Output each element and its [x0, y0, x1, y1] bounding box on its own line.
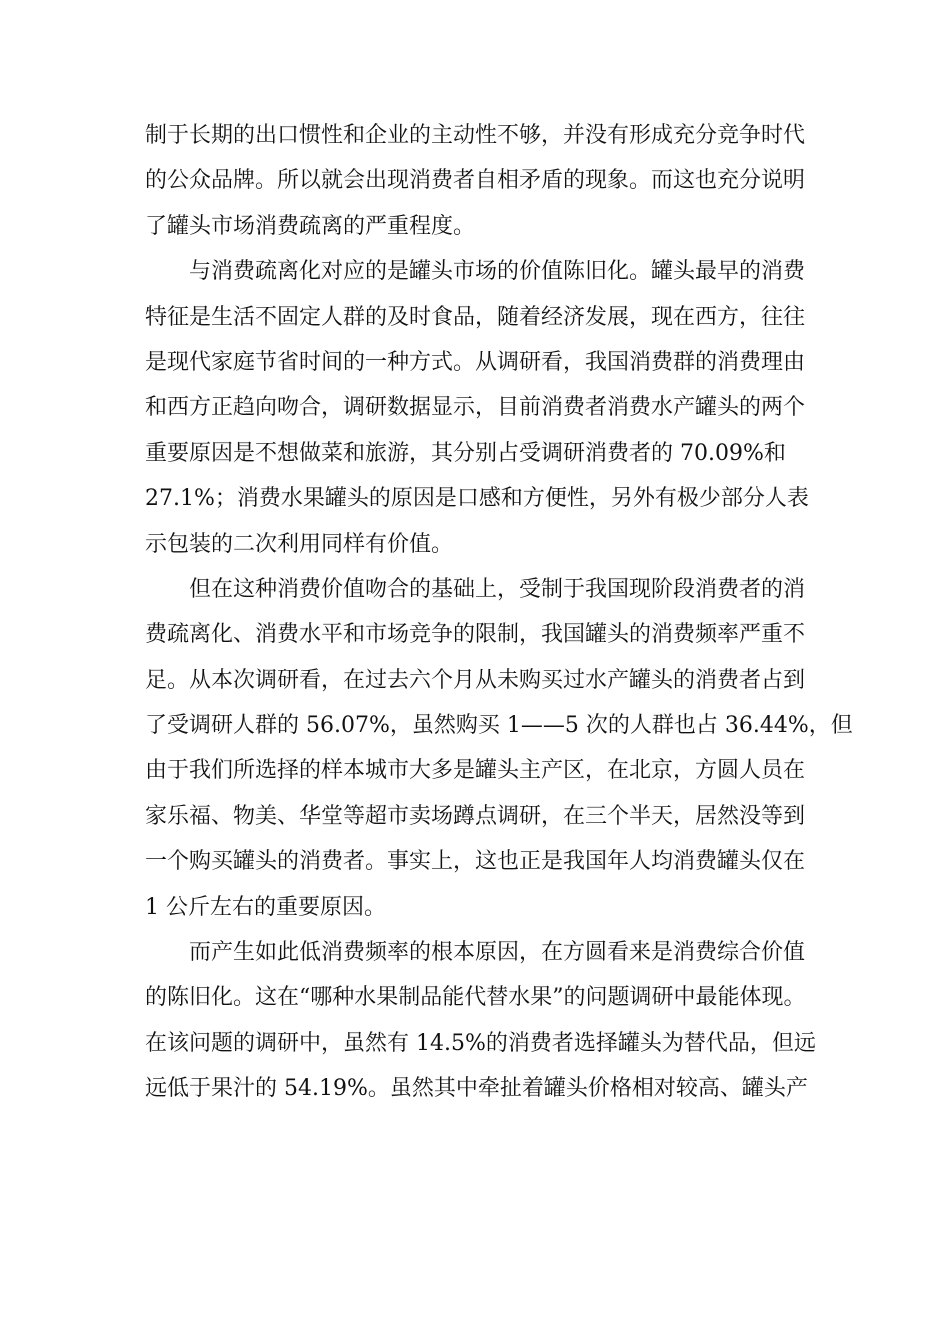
- paragraph-2: [145, 249, 810, 567]
- text-line: 与消费疏离化对应的是罐头市场的价值陈旧化。罐头最早的消费: [189, 259, 806, 285]
- text-line: 费疏离化、消费水平和市场竞争的限制，我国罐头的消费频率严重不: [145, 622, 806, 648]
- text-line: 了罐头市场消费疏离的严重程度。: [145, 213, 476, 239]
- text-line: 而产生如此低消费频率的根本原因，在方圆看来是消费综合价值: [189, 940, 806, 966]
- text-line: 在该问题的调研中，虽然有 14.5%的消费者选择罐头为替代品，但远: [145, 1030, 816, 1056]
- text-line: 是现代家庭节省时间的一种方式。从调研看，我国消费群的消费理由: [145, 349, 806, 375]
- paragraph-3: [145, 567, 853, 930]
- text-line: 足。从本次调研看，在过去六个月从未购买过水产罐头的消费者占到: [145, 667, 806, 693]
- text-line: 家乐福、物美、华堂等超市卖场蹲点调研，在三个半天，居然没等到: [145, 803, 806, 829]
- text-line: 的公众品牌。所以就会出现消费者自相矛盾的现象。而这也充分说明: [145, 168, 806, 194]
- text-line: 示包装的二次利用同样有价值。: [145, 531, 454, 557]
- text-line: 的陈旧化。这在“哪种水果制品能代替水果”的问题调研中最能体现。: [145, 985, 806, 1011]
- text-line: 一个购买罐头的消费者。事实上，这也正是我国年人均消费罐头仅在: [145, 849, 806, 875]
- text-line: 特征是生活不固定人群的及时食品，随着经济发展，现在西方，往往: [145, 304, 806, 330]
- text-line: 27.1%；消费水果罐头的原因是口感和方便性，另外有极少部分人表: [145, 486, 809, 512]
- text-line: 重要原因是不想做菜和旅游，其分别占受调研消费者的 70.09%和: [145, 440, 786, 466]
- text-line: 远低于果汁的 54.19%。虽然其中牵扯着罐头价格相对较高、罐头产: [145, 1076, 808, 1102]
- text-line: 由于我们所选择的样本城市大多是罐头主产区，在北京，方圆人员在: [145, 758, 806, 784]
- text-line: 1 公斤左右的重要原因。: [145, 894, 386, 920]
- text-line: 但在这种消费价值吻合的基础上，受制于我国现阶段消费者的消: [189, 576, 806, 602]
- paragraph-4: [145, 930, 816, 1112]
- text-line: 制于长期的出口惯性和企业的主动性不够，并没有形成充分竞争时代: [145, 123, 806, 148]
- text-line: 了受调研人群的 56.07%，虽然购买 1——5 次的人群也占 36.44%，但: [145, 713, 853, 739]
- body-text: [145, 113, 853, 1112]
- text-line: 和西方正趋向吻合，调研数据显示，目前消费者消费水产罐头的两个: [145, 395, 806, 421]
- paragraph-1: [145, 113, 810, 249]
